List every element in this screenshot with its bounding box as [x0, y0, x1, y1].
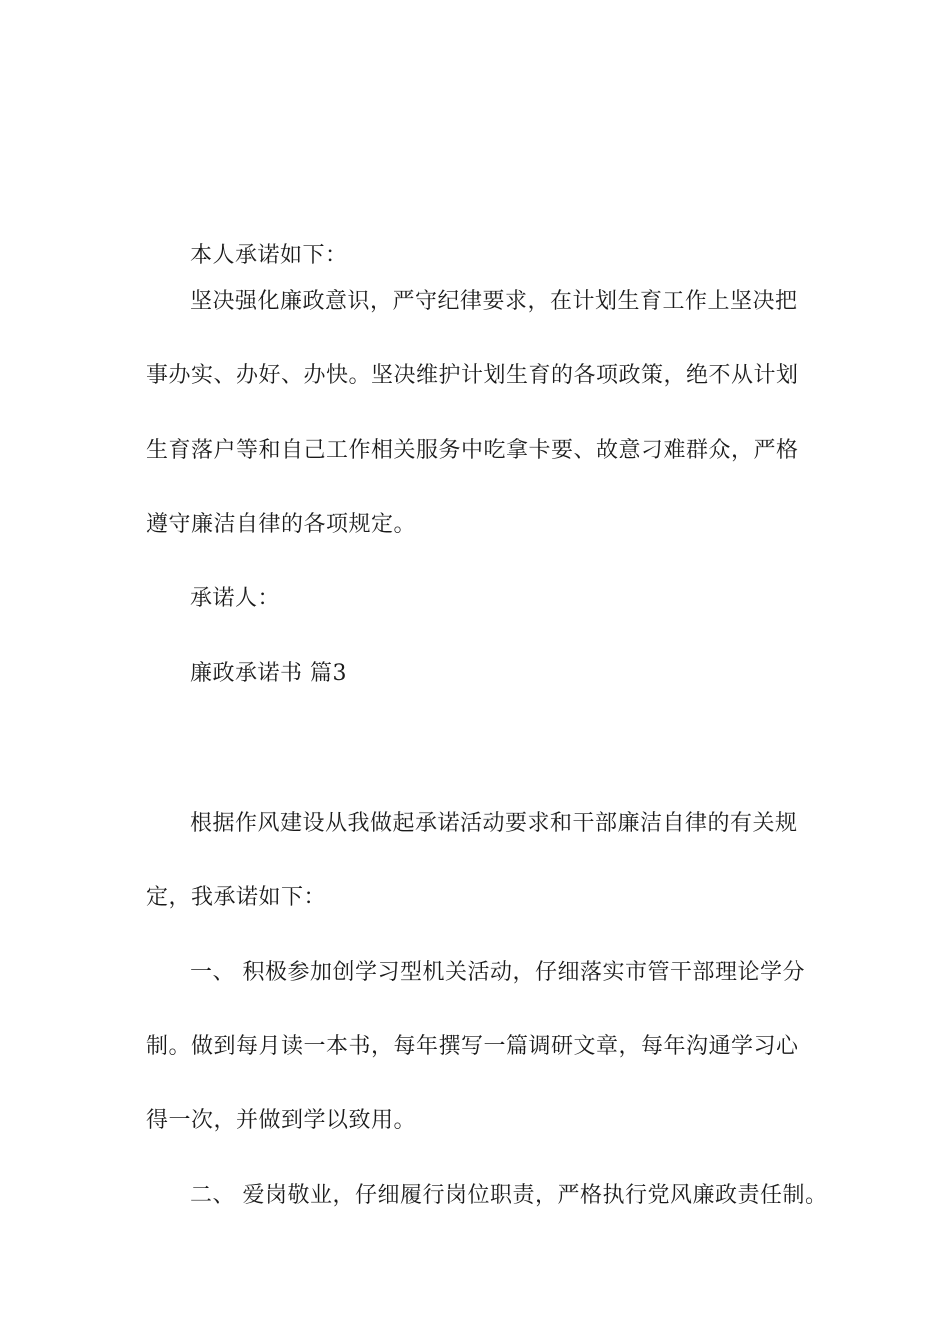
commitment-intro: 本人承诺如下： — [190, 243, 348, 268]
list-item-line: 得一次，并做到学以致用。 — [146, 1108, 417, 1133]
section-heading: 廉政承诺书 篇3 — [190, 661, 347, 686]
list-item-line: 一、 积极参加创学习型机关活动，仔细落实市管干部理论学分 — [190, 960, 805, 985]
paragraph-line: 生育落户等和自己工作相关服务中吃拿卡要、故意刁难群众，严格 — [146, 438, 799, 463]
paragraph-line: 根据作风建设从我做起承诺活动要求和干部廉洁自律的有关规 — [190, 811, 798, 836]
paragraph-line: 坚决强化廉政意识，严守纪律要求，在计划生育工作上坚决把 — [190, 289, 798, 314]
paragraph-line: 事办实、办好、办快。坚决维护计划生育的各项政策，绝不从计划 — [146, 363, 799, 388]
list-item-line: 制。做到每月读一本书，每年撰写一篇调研文章，每年沟通学习心 — [146, 1034, 799, 1059]
signatory-label: 承诺人： — [190, 586, 281, 611]
paragraph-line: 定，我承诺如下： — [146, 885, 327, 910]
paragraph-line: 遵守廉洁自律的各项规定。 — [146, 512, 417, 537]
list-item-line: 二、 爱岗敬业，仔细履行岗位职责，严格执行党风廉政责任制。 — [190, 1183, 828, 1208]
